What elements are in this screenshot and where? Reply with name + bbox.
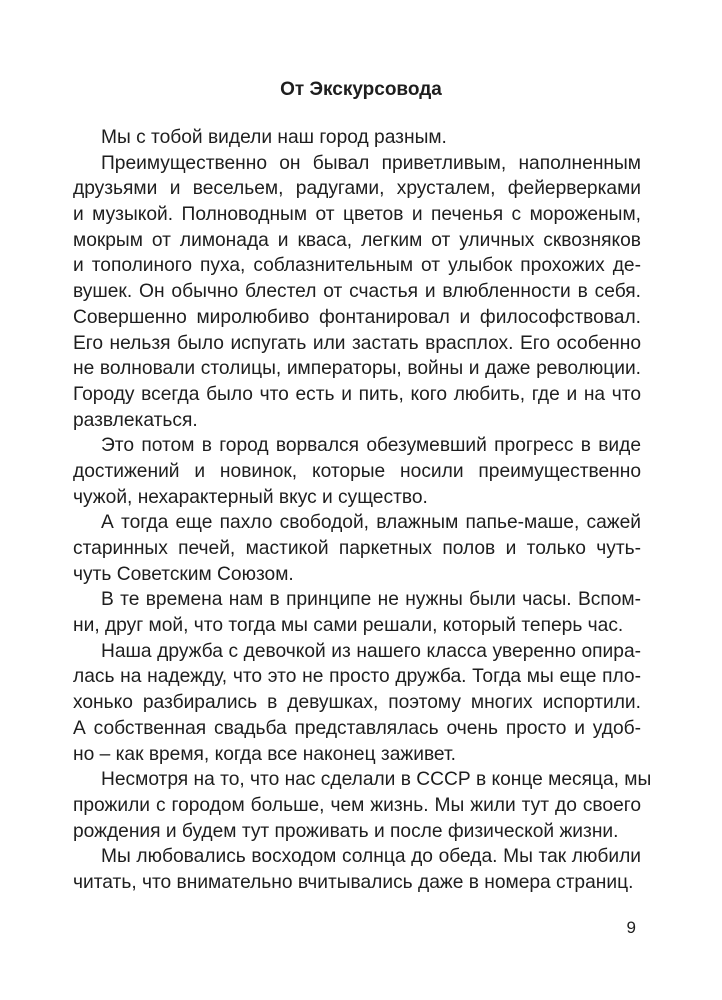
text-line: прожили с городом больше, чем жизнь. Мы жили тут до своего <box>73 794 641 816</box>
page-number: 9 <box>626 918 636 937</box>
text-line: и тополиного пуха, соблазнительным от улыбок прохожих де- <box>73 255 641 277</box>
body-text <box>73 125 652 896</box>
text-line: читать, что внимательно вчитывались даже в номера страниц. <box>73 871 634 893</box>
text-line: Наша дружба с девочкой из нашего класса уверенно опира- <box>101 640 641 662</box>
text-line: развлекаться. <box>73 409 198 431</box>
text-line: Мы с тобой видели наш город разным. <box>101 127 447 148</box>
text-line: А тогда еще пахло свободой, влажным папье-маше, сажей <box>101 512 641 534</box>
text-line: достижений и новинок, которые носили преимущественно <box>73 460 641 482</box>
text-line: рождения и будем тут проживать и после физической жизни. <box>73 820 619 842</box>
text-line: Это потом в город ворвался обезумевший прогресс в виде <box>101 435 641 457</box>
text-line: чужой, нехарактерный вкус и существо. <box>73 486 428 508</box>
text-line: А собственная свадьба представлялась очень просто и удоб- <box>73 717 641 739</box>
text-line: и музыкой. Полноводным от цветов и печенья с мороженым, <box>73 204 641 226</box>
text-line: не волновали столицы, императоры, войны и даже революции. <box>73 358 641 380</box>
text-line: Мы любовались восходом солнца до обеда. Мы так любили <box>101 846 641 868</box>
text-line: друзьями и весельем, радугами, хрусталем, фейерверками <box>73 178 641 200</box>
text-line: Преимущественно он бывал приветливым, наполненным <box>101 152 641 174</box>
text-line: но – как время, когда все наконец заживет. <box>73 743 456 765</box>
text-line: чуть Советским Союзом. <box>73 563 294 585</box>
text-line: В те времена нам в принципе не нужны были часы. Вспом- <box>101 589 641 611</box>
text-line: ни, друг мой, что тогда мы сами решали, который теперь час. <box>73 615 624 637</box>
text-line: вушек. Он обычно блестел от счастья и влюбленности в себя. <box>73 281 641 303</box>
text-line: мокрым от лимонада и кваса, легким от уличных сквозняков <box>73 229 641 251</box>
text-line: Совершенно миролюбиво фонтанировал и философствовал. <box>73 306 641 328</box>
text-line: хонько разбирались в девушках, поэтому многих испортили. <box>73 692 641 714</box>
text-line: Несмотря на то, что нас сделали в СССР в конце месяца, мы <box>101 769 652 791</box>
text-line: старинных печей, мастикой паркетных полов и только чуть- <box>73 538 641 559</box>
text-line: лась на надежду, что это не просто дружба. Тогда мы еще пло- <box>73 666 641 688</box>
chapter-title: От Экскурсовода <box>280 79 442 100</box>
text-line: Городу всегда было что есть и пить, кого любить, где и на что <box>73 383 641 405</box>
text-line: Его нельзя было испугать или застать врасплох. Его особенно <box>73 332 641 354</box>
